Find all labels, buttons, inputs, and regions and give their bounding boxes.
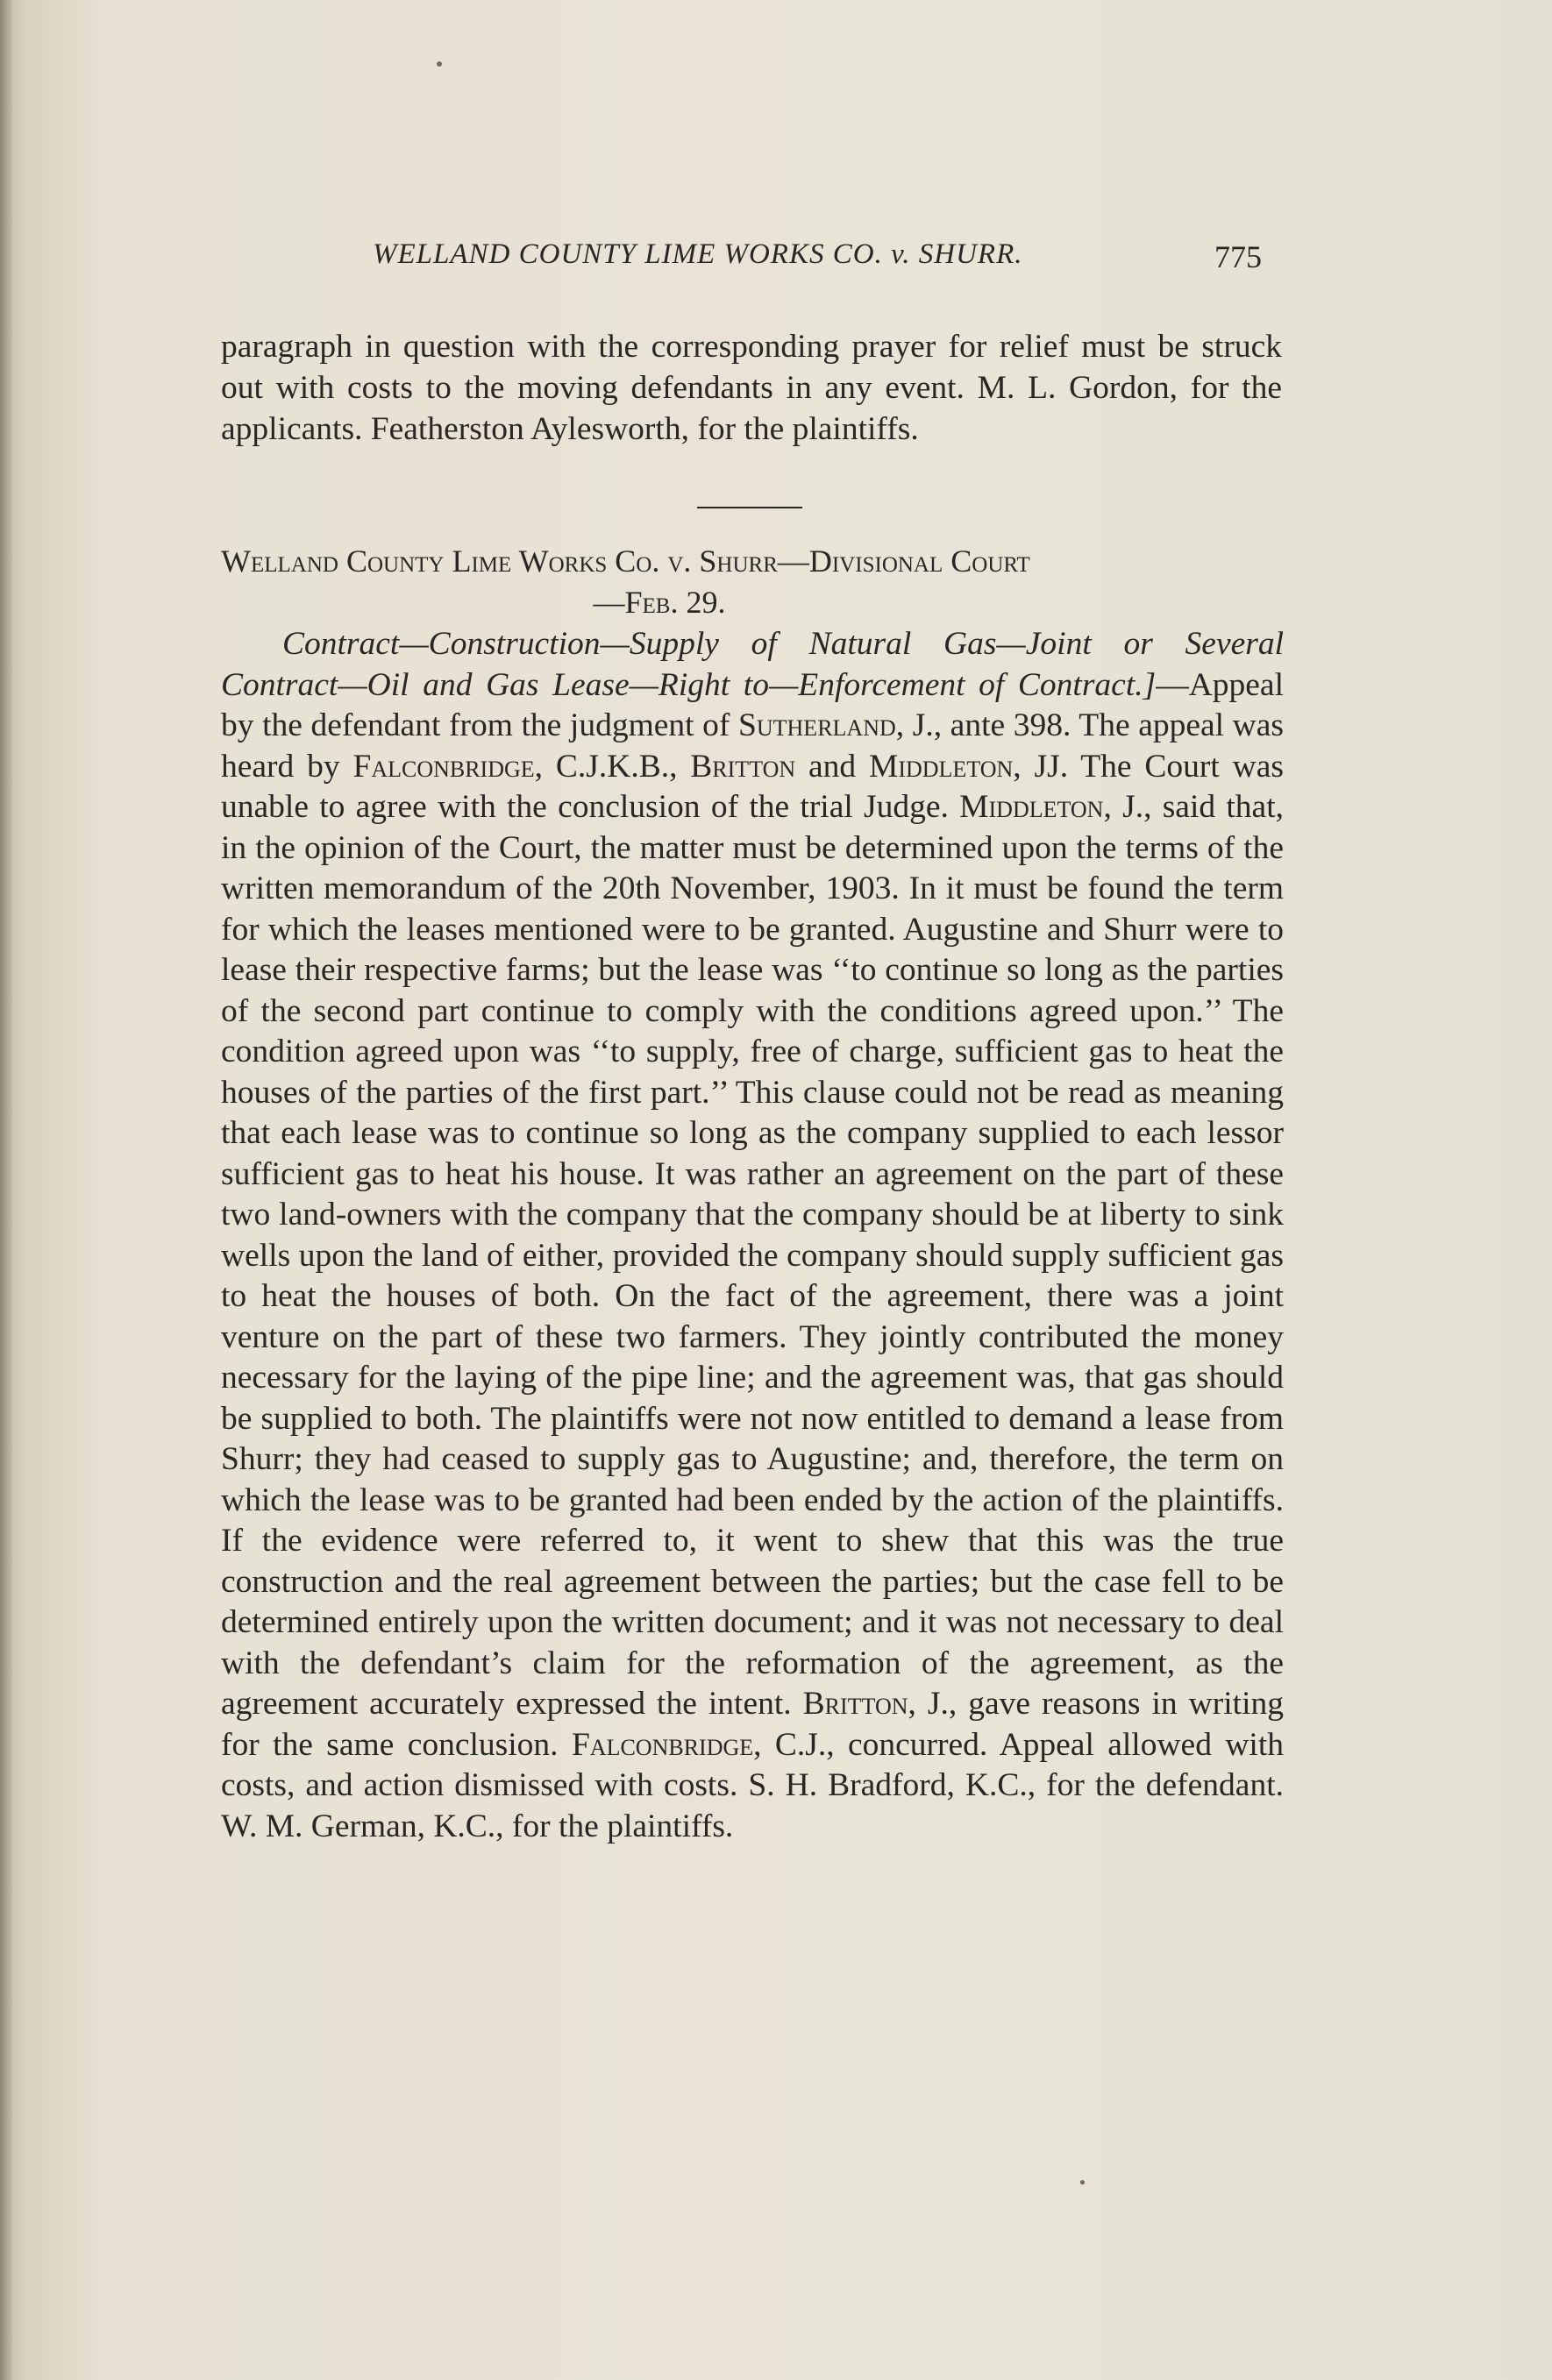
case-headnote: Contract—Construction—Supply of Natural Gas—Joint or Several Contract—Oil and Gas Lease—Right to—Enforcement of Contract.] (221, 626, 1284, 703)
judge-name: Falconbridge (571, 1726, 754, 1763)
case-title-text: Welland County Lime Works Co. v. Shurr—Divisional Court (221, 543, 1030, 579)
running-head: WELLAND COUNTY LIME WORKS CO. v. SHURR. (373, 238, 1023, 270)
case-report (221, 624, 1284, 1847)
ink-speck (1080, 2180, 1085, 2185)
case-text-part: , C.J.K.B., (534, 748, 691, 785)
case-text-part: , C.J., concurred. Appeal allowed with costs, and action dismissed with costs. S. H. Bradford, K.C., for the defendant. W. M. German, K.C., for the plaintiffs. (221, 1726, 1284, 1844)
judge-name: Falconbridge (352, 748, 535, 785)
case-text-part: and (795, 748, 869, 785)
judge-name: Sutherland (738, 707, 896, 743)
judge-name: Britton (802, 1686, 908, 1722)
judge-name: Britton (690, 748, 796, 785)
judge-name: Middleton (869, 748, 1014, 785)
section-divider (697, 507, 802, 508)
case-text-part: , JJ. The Court was unable to agree with the conclusion of the trial Judge. (221, 748, 1284, 825)
case-date: —Feb. 29. (593, 585, 726, 620)
case-title (221, 541, 1282, 623)
ink-speck (437, 61, 442, 67)
case-text-part: —Appeal by the defendant from the judgment of (221, 666, 1284, 743)
case-text-part: , J., said that, in the opinion of the Court, the matter must be determined upon the terms of the written memorandum of the 20th November, 1903. In it must be found the term for which the leases mentioned were to be granted. Augustine and Shurr were to lease their respective farms; but the lease was ‘‘to continue so long as the parties of the second part continue to comply with the conditions agreed upon.’’ The condition agreed upon was ‘‘to supply, free of charge, sufficient gas to heat the houses of the parties of the first part.’’ This clause could not be read as meaning that each lease was to continue so long as the company supplied to each lessor sufficient gas to heat his house. It was rather an agreement on the part of these two land-owners with the company that the company should be at liberty to sink wells upon the land of either, provided the company should supply sufficient gas to heat the houses of both. On the fact of the agreement, there was a joint venture on the part of these two farmers. They jointly contributed the money necessary for the laying of the pipe line; and the agreement was, that gas should be supplied to both. The plaintiffs were not now entitled to demand a lease from Shurr; they had ceased to supply gas to Augustine; and, therefore, the term on which the lease was to be granted had been ended by the action of the plaintiffs. If the evidence were referred to, it went to shew that this was the true construction and the real agreement between the parties; but the case fell to be determined entirely upon the written document; and it was not necessary to deal with the defendant’s claim for the reformation of the agreement, as the agreement accurately expressed the intent. (221, 789, 1284, 1722)
page-number: 775 (1214, 239, 1262, 274)
opening-paragraph: paragraph in question with the corresponding prayer for relief must be struck out with costs to the moving defendants in any event. M. L. Gordon, for the applicants. Featherston Aylesworth, for the plaintiffs. (221, 329, 1282, 447)
case-text-part: , J., ante 398. The appeal was heard by (221, 707, 1284, 785)
page-spine-shadow (0, 0, 12, 2380)
page-header (219, 238, 1271, 282)
judge-name: Middleton (959, 789, 1104, 825)
case-text-part: , J., gave reasons in writing for the same conclusion. (221, 1686, 1284, 1763)
